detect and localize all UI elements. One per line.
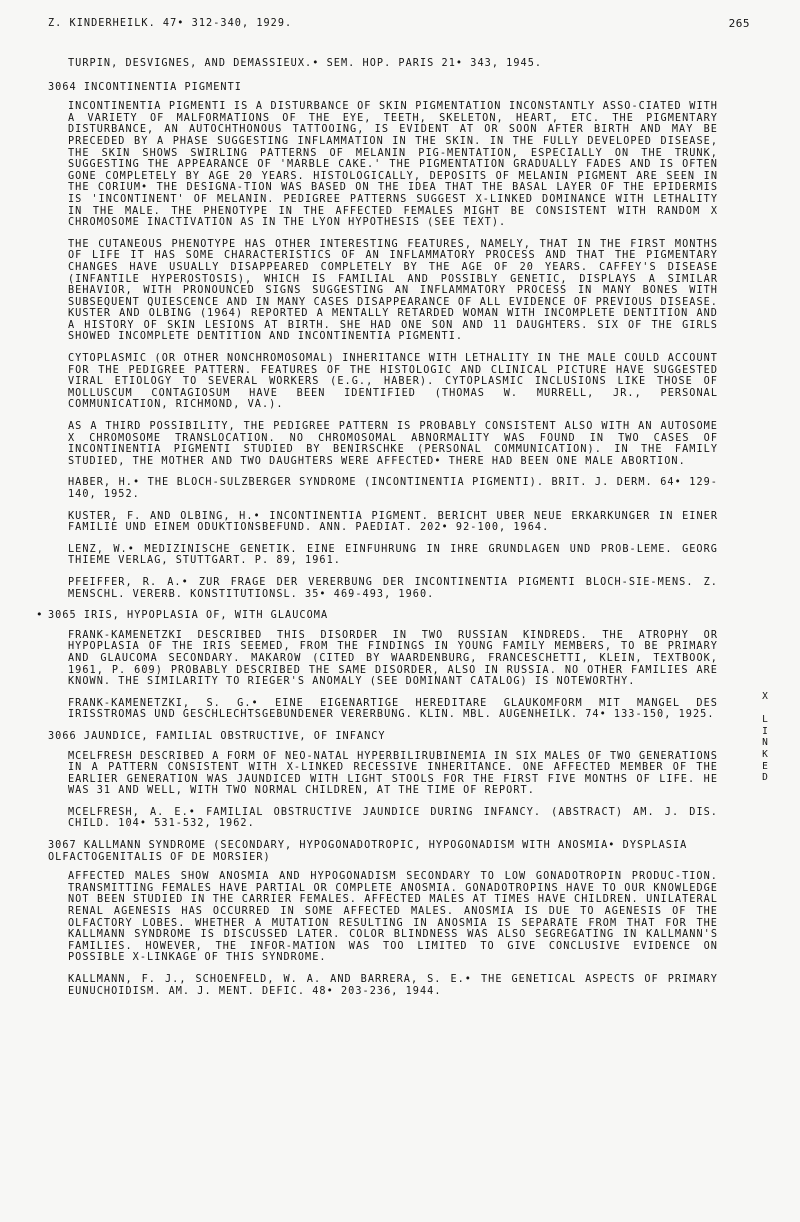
entry-heading: 3066 JAUNDICE, FAMILIAL OBSTRUCTIVE, OF INFANCY [48,730,386,742]
reference: FRANK-KAMENETZKI, S. G.• EINE EIGENARTIGE HEREDITARE GLAUKOMFORM MIT MANGEL DES IRISSTROMAS UND GESCHLECHTSGEBUNDENER VERERBUNG. KLIN. MBL. AUGENHEILK. 74• 133-150, 1925. [68,697,718,721]
margin-index-letters [759,691,771,784]
margin-letter: X [762,691,768,702]
reference: LENZ, W.• MEDIZINISCHE GENETIK. EINE EINFUHRUNG IN IHRE GRUNDLAGEN UND PROB-LEME. GEORG THIEME VERLAG, STUTTGART. P. 89, 1961. [68,543,718,567]
margin-letter: I [762,725,768,737]
page-number: 265 [728,17,750,30]
reference: PFEIFFER, R. A.• ZUR FRAGE DER VERERBUNG DER INCONTINENTIA PIGMENTI BLOCH-SIE-MENS. Z. MENSCHL. VERERB. KONSTITUTIONSL. 35• 469-493, 1960. [68,576,718,600]
page-content [36,58,718,1007]
paragraph: AS A THIRD POSSIBILITY, THE PEDIGREE PATTERN IS PROBABLY CONSISTENT ALSO WITH AN AUTOSOME X CHROMOSOME TRANSLOCATION. NO CHROMOSOMAL ABNORMALITY WAS FOUND IN TWO CASES OF INCONTINENTIA PIGMENTI STUDIED BY BENIRSCHKE (PERSONAL COMMUNICATION). IN THE FAMILY STUDIED, THE MOTHER AND TWO DAUGHTERS WERE AFFECTED• THERE HAD BEEN ONE MALE ABORTION. [68,421,718,467]
entry-3067 [48,840,718,997]
margin-letter: D [762,772,768,784]
paragraph: FRANK-KAMENETZKI DESCRIBED THIS DISORDER IN TWO RUSSIAN KINDREDS. THE ATROPHY OR HYPOPLASIA OF THE IRIS SEEMED, FROM THE FINDINGS IN YOUNG FAMILY MEMBERS, TO BE PRIMARY AND GLAUCOMA SECONDARY. MAKAROW (CITED BY WAARDENBURG, FRANCESCHETTI, KLEIN, TEXTBOOK, 1961, P. 609) PROBABLY DESCRIBED THE SAME DISORDER, ALSO IN RUSSIA. NO OTHER FAMILIES ARE KNOWN. THE SIMILARITY TO RIEGER'S ANOMALY (SEE DOMINANT CATALOG) IS NOTEWORTHY. [68,629,718,688]
paragraph: CYTOPLASMIC (OR OTHER NONCHROMOSOMAL) INHERITANCE WITH LETHALITY IN THE MALE COULD ACCOUNT FOR THE PEDIGREE PATTERN. FEATURES OF THE HISTOLOGIC AND CLINICAL PICTURE HAVE SUGGESTED VIRAL ETIOLOGY TO SEVERAL WORKERS (E.G., HABER). CYTOPLASMIC INCLUSIONS LIKE THOSE OF MOLLUSCUM CONTAGIOSUM HAVE BEEN IDENTIFIED (THOMAS W. MURRELL, JR., PERSONAL COMMUNICATION, RICHMOND, VA.). [68,353,718,411]
entry-heading-wrap [36,608,718,622]
margin-letter: K [762,748,768,760]
running-header-citation: Z. KINDERHEILK. 47• 312-340, 1929. [48,18,293,29]
reference: KUSTER, F. AND OLBING, H.• INCONTINENTIA PIGMENT. BERICHT UBER NEUE ERKARKUNGER IN EINER FAMILIE UND EINEM ODUKTIONSBEFUND. ANN. PAEDIAT. 202• 92-100, 1964. [68,510,718,534]
paragraph: INCONTINENTIA PIGMENTI IS A DISTURBANCE OF SKIN PIGMENTATION INCONSTANTLY ASSO-CIATED WITH A VARIETY OF MALFORMATIONS OF THE EYE, TEETH, SKELETON, HEART, ETC. THE PIGMENTARY DISTURBANCE, AN AUTOCHTHONOUS TATTOOING, IS EVIDENT AT OR SOON AFTER BIRTH AND MAY BE PRECEDED BY A PHASE SUGGESTING INFLAMMATION IN THE SKIN. IN THE FULLY DEVELOPED DISEASE, THE SKIN SHOWS SWIRLING PATTERNS OF MELANIN PIG-MENTATION, ESPECIALLY ON THE TRUNK, SUGGESTING THE APPEARANCE OF 'MARBLE CAKE.' THE PIGMENTATION GRADUALLY FADES AND IS OFTEN GONE COMPLETELY BY AGE 20 YEARS. HISTOLOGICALLY, DEPOSITS OF MELANIN PIGMENT ARE SEEN IN THE CORIUM• THE DESIGNA-TION WAS BASED ON THE IDEA THAT THE BASAL LAYER OF THE EPIDERMIS IS 'INCONTINENT' OF MELANIN. PEDIGREE PATTERNS SUGGEST X-LINKED DOMINANCE WITH LETHALITY IN THE MALE. THE PHENOTYPE IN THE AFFECTED FEMALES MIGHT BE CONSISTENT WITH RANDOM X CHROMOSOME INACTIVATION AS IN THE LYON HYPOTHESIS (SEE TEXT). [68,101,718,229]
reference: MCELFRESH, A. E.• FAMILIAL OBSTRUCTIVE JAUNDICE DURING INFANCY. (ABSTRACT) AM. J. DIS. CHILD. 104• 531-532, 1962. [68,806,718,830]
entry-3064 [48,81,718,601]
entry-3066 [48,730,718,830]
bullet-marker: • [36,608,44,622]
entry-heading: 3067 KALLMANN SYNDROME (SECONDARY, HYPOGONADOTROPIC, HYPOGONADISM WITH ANOSMIA• DYSPLASIA OLFACTOGENITALIS OF DE MORSIER) [48,840,688,863]
entry-heading: 3064 INCONTINENTIA PIGMENTI [48,81,242,93]
top-reference: TURPIN, DESVIGNES, AND DEMASSIEUX.• SEM. HOP. PARIS 21• 343, 1945. [68,58,543,69]
margin-letter: E [762,760,768,772]
margin-letter: N [762,737,768,749]
paragraph: AFFECTED MALES SHOW ANOSMIA AND HYPOGONADISM SECONDARY TO LOW GONADOTROPIN PRODUC-TION. TRANSMITTING FEMALES HAVE PARTIAL OR COMPLETE ANOSMIA. GONADOTROPINS HAVE TO OUR KNOWLEDGE NOT BEEN STUDIED IN THE CARRIER FEMALES. AFFECTED MALES AT TIMES HAVE CHILDREN. UNILATERAL RENAL AGENESIS HAS OCCURRED IN SOME AFFECTED MALES. ANOSMIA IS DUE TO AGENESIS OF THE OLFACTORY LOBES. WHETHER A MUTATION RESULTING IN ANOSMIA IS SEPARATE FROM THAT FOR THE KALLMANN SYNDROME IS DISCUSSED LATER. COLOR BLINDNESS WAS ALSO SEGREGATING IN KALLMANN'S FAMILIES. HOWEVER, THE INFOR-MATION WAS TOO LIMITED TO GIVE CONCLUSIVE EVIDENCE ON POSSIBLE X-LINKAGE OF THIS SYNDROME. [68,871,718,964]
entry-3065 [36,608,718,721]
paragraph: THE CUTANEOUS PHENOTYPE HAS OTHER INTERESTING FEATURES, NAMELY, THAT IN THE FIRST MONTHS OF LIFE IT HAS SOME CHARACTERISTICS OF AN INFLAMMATORY PROCESS AND THAT THE PIGMENTARY CHANGES HAVE USUALLY DISAPPEARED COMPLETELY BY THE AGE OF 20 YEARS. CAFFEY'S DISEASE (INFANTILE HYPEROSTOSIS), WHICH IS FAMILIAL AND POSSIBLY GENETIC, DISPLAYS A SIMILAR BEHAVIOR, WITH PRONOUNCED SIGNS SUGGESTING AN INFLAMMATORY PROCESS IN MANY BONES WITH SUBSEQUENT QUIESCENCE AND IN MANY CASES DISAPPEARANCE OF ALL EVIDENCE OF PREVIOUS DISEASE. KUSTER AND OLBING (1964) REPORTED A MENTALLY RETARDED WOMAN WITH INCOMPLETE DENTITION AND A HISTORY OF SKIN LESIONS AT BIRTH. SHE HAD ONE SON AND 11 DAUGHTERS. SIX OF THE GIRLS SHOWED INCOMPLETE DENTITION AND INCONTINENTIA PIGMENTI. [68,238,718,343]
paragraph: MCELFRESH DESCRIBED A FORM OF NEO-NATAL HYPERBILIRUBINEMIA IN SIX MALES OF TWO GENERATIONS IN A PATTERN CONSISTENT WITH X-LINKED RECESSIVE INHERITANCE. ONE AFFECTED MEMBER OF THE EARLIER GENERATION WAS JAUNDICED WITH LIGHT STOOLS FOR THE FIRST FIVE MONTHS OF LIFE. HE WAS 31 AND WELL, WITH TWO NORMAL CHILDREN, AT THE TIME OF REPORT. [68,750,718,797]
margin-letter [759,703,771,715]
reference: HABER, H.• THE BLOCH-SULZBERGER SYNDROME (INCONTINENTIA PIGMENTI). BRIT. J. DERM. 64• 129-140, 1952. [68,477,718,500]
margin-letter: L [762,714,768,726]
reference: KALLMANN, F. J., SCHOENFELD, W. A. AND BARRERA, S. E.• THE GENETICAL ASPECTS OF PRIMARY EUNUCHOIDISM. AM. J. MENT. DEFIC. 48• 203-236, 1944. [68,974,718,997]
entry-heading: 3065 IRIS, HYPOPLASIA OF, WITH GLAUCOMA [48,610,329,622]
